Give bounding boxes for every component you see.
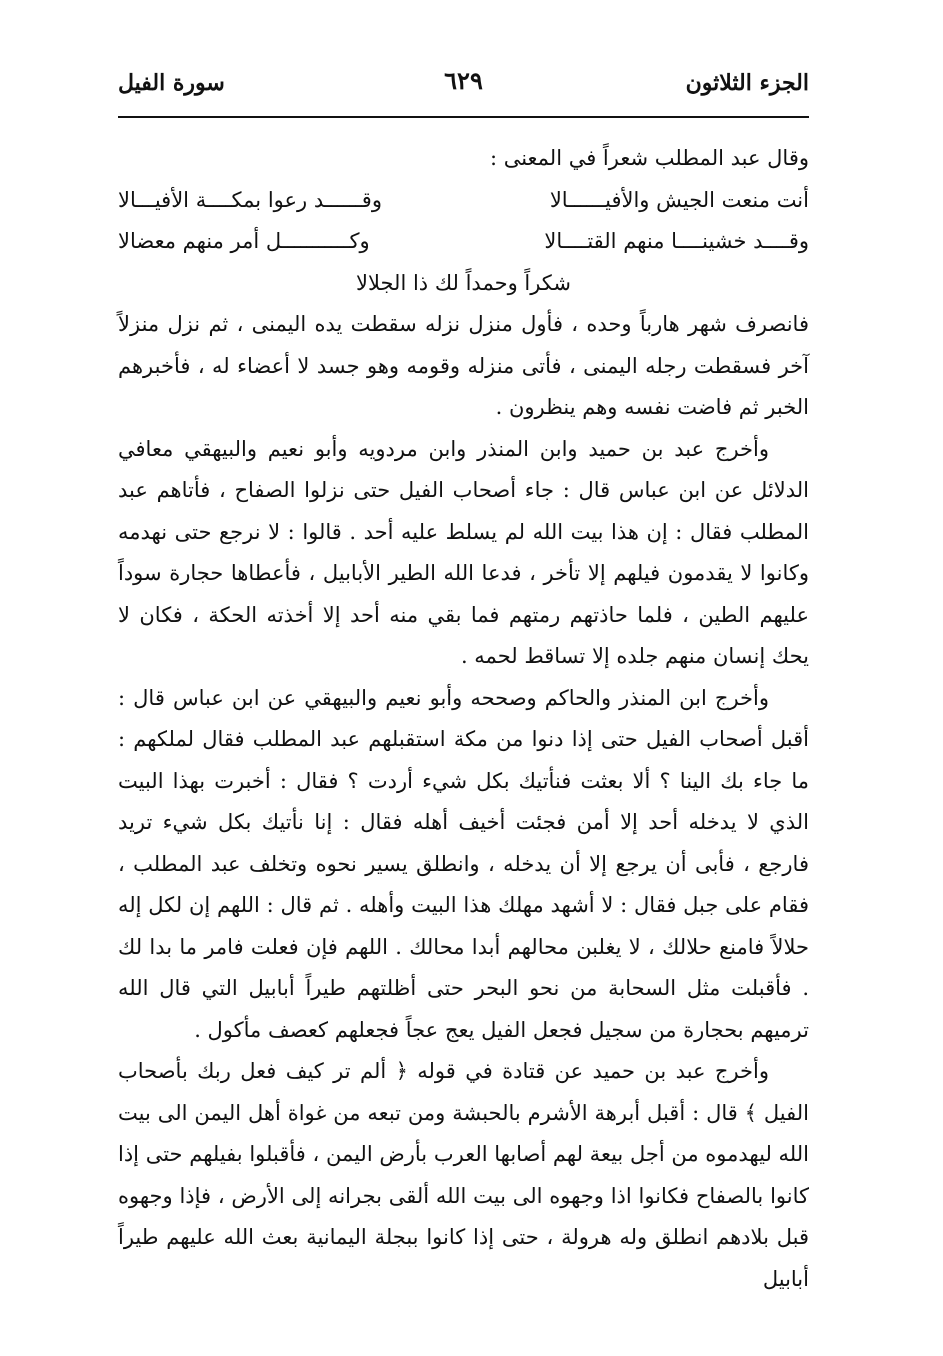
page-header: [118, 66, 809, 106]
page-body: [118, 138, 809, 1300]
paragraph-1: فانصرف شهر هارباً وحده ، فأول منزل نزله سقطت يده اليمنى ، ثم نزل منزلاً آخر فسقطت رجله اليمنى ، فأتى منزله وقومه وهو جسد لا أعضاء له ، فأخبرهم الخبر ثم فاضت نفسه وهم ينظرون .: [118, 312, 809, 419]
verse-2-second-hemistich: وكـــــــــــل أمر منهم معضالا: [118, 229, 370, 253]
juz-title: الجزء الثلاثون: [685, 70, 809, 96]
poem-verse-1: [118, 180, 809, 222]
header-rule: [118, 116, 809, 118]
verse-2-first-hemistich: وقــــد خشينــــا منهم القتــــالا: [544, 229, 809, 253]
page-number: ٦٢٩: [444, 66, 483, 95]
verse-1-first-hemistich: أنت منعت الجيش والأفيــــــالا: [549, 187, 809, 212]
poem-verse-3: شكراً وحمداً لك ذا الجلالا: [355, 270, 571, 295]
paragraph-3: وأخرج ابن المنذر والحاكم وصححه وأبو نعيم والبيهقي عن ابن عباس قال : أقبل أصحاب الفيل حتى إذا دنوا من مكة استقبلهم عبد المطلب فقال لملكهم : ما جاء بك الينا ؟ ألا بعثت فنأتيك بكل شيء أردت ؟ فقال : أخبرت بهذا البيت الذي لا يدخله أحد إلا أمن فجئت أخيف أهله فقال : إنا نأتيك بكل شيء تريد فارجع ، فأبى أن يرجع إلا أن يدخله ، وانطلق يسير نحوه وتخلف عبد المطلب ، فقام على جبل فقال : لا أشهد مهلك هذا البيت وأهله . ثم قال : اللهم إن لكل إله حلالاً فامنع حلالك ، لا يغلبن محالهم أبدا محالك . اللهم فإن فعلت فامر ما بدا لك . فأقبلت مثل السحابة من نحو البحر حتى أظلتهم طيراً أبابيل التي قال الله ترميهم بحجارة من سجيل فجعل الفيل يعج عجاً فجعلهم كعصف مأكول .: [118, 685, 809, 1042]
poem-verse-2: [118, 221, 809, 263]
verse-1-second-hemistich: وقــــــد رعوا بمكــــة الأفيـــالا: [118, 187, 382, 212]
paragraph-2: وأخرج عبد بن حميد وابن المنذر وابن مردويه وأبو نعيم والبيهقي معافي الدلائل عن ابن عباس قال : جاء أصحاب الفيل حتى نزلوا الصفاح ، فأتاهم عبد المطلب فقال : إن هذا بيت الله لم يسلط عليه أحد . قالوا : لا نرجع حتى نهدمه وكانوا لا يقدمون فيلهم إلا تأخر ، فدعا الله الطير الأبابيل ، فأعطاها حجارة سوداً عليهم الطين ، فلما حاذتهم رمتهم فما بقي منه أحد إلا أخذته الحكة ، فكان لا يحك إنسان منهم جلده إلا تساقط لحمه .: [118, 436, 809, 668]
paragraph-4: وأخرج عبد بن حميد عن قتادة في قوله ﴿ ألم تر كيف فعل ربك بأصحاب الفيل ﴾ قال : أقبل أبرهة الأشرم بالحبشة ومن تبعه من غواة أهل اليمن الى بيت الله ليهدموه من أجل بيعة لهم أصابها العرب بأرض اليمن ، فأقبلوا بفيلهم حتى إذا كانوا بالصفاح فكانوا اذا وجهوه الى بيت الله ألقى بجرانه إلى الأرض ، فإذا وجهوه قبل بلادهم انطلق وله هرولة ، حتى إذا كانوا ببجلة اليمانية بعث الله عليهم طيراً أبابيل: [118, 1059, 809, 1291]
surah-title: سورة الفيل: [118, 70, 225, 96]
intro-line: وقال عبد المطلب شعراً في المعنى :: [489, 146, 809, 170]
